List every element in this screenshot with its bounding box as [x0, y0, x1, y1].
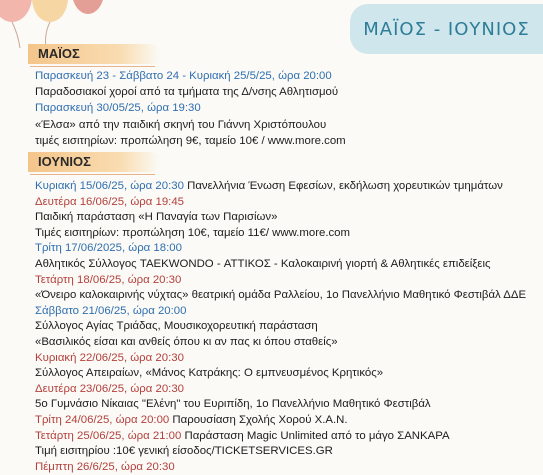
event-line — [35, 225, 350, 241]
event-description: «Όνειρο καλοκαιρινής νύχτας» θεατρική ομάδα Ραλλείου, 1ο Πανελλήνιο Μαθητικό Φεστιβάλ ΔΔΕ — [35, 289, 527, 302]
event-date: Πέμπτη 26/6/25, ώρα 20:30 — [35, 460, 175, 473]
event-description: Αθλητικός Σύλλογος TAEKWONDO - ΑΤΤΙΚΟΣ - Καλοκαιρινή γιορτή & Αθλητικές επιδείξεις — [35, 258, 491, 270]
event-description: Πανελλήνια Ένωση Εφεσίων, εκδήλωση χορευτικών τμημάτων — [183, 180, 503, 192]
section-header-june: ΙΟΥΝΙΟΣ — [28, 152, 160, 172]
divider — [30, 174, 155, 175]
event-line — [35, 443, 333, 459]
banner-title: ΜΑΪΟΣ - ΙΟΥΝΙΟΣ — [363, 18, 530, 40]
event-description: Σύλλογος Αγίας Τριάδας, Μουσικοχορευτική παράσταση — [35, 320, 318, 333]
event-line — [35, 100, 201, 116]
event-date: Παρασκευή 23 - Σάββατο 24 - Κυριακή 25/5/25, ώρα 20:00 — [35, 70, 332, 82]
event-description: Τιμές εισιτηρίων: προπώληση 10€, ταμείο 11€/ www.more.com — [35, 226, 351, 239]
event-line — [35, 412, 348, 428]
event-line — [35, 240, 182, 256]
event-date: Κυριακή 15/06/25, ώρα 20:30 — [35, 180, 184, 192]
event-line — [35, 428, 450, 444]
event-date: Δευτέρα 16/06/25, ώρα 19:45 — [35, 195, 185, 208]
event-description: «Έλσα» από την παιδική σκηνή του Γιάννη Χριστόπουλου — [35, 118, 327, 131]
event-date: Τετάρτη 18/06/25, ώρα 20:30 — [35, 273, 182, 286]
event-line — [35, 459, 175, 475]
event-line — [35, 68, 332, 84]
event-line — [35, 178, 503, 194]
event-date: Τρίτη 24/06/25, ώρα 20:00 — [35, 414, 170, 426]
event-description: τιμές εισιτηρίων: προπώληση 9€, ταμείο 10€ / www.more.com — [35, 134, 346, 147]
event-line — [35, 133, 346, 149]
event-line — [35, 272, 181, 288]
event-date: Κυριακή 22/06/25, ώρα 20:30 — [35, 351, 184, 364]
event-description: 5ο Γυμνάσιο Νίκαιας "Ελένη" του Ευριπίδη, 1ο Πανελλήνιο Μαθητικό Φεστιβάλ — [35, 398, 431, 411]
event-line — [35, 256, 491, 272]
event-date: Δευτέρα 23/06/25, ώρα 20:30 — [35, 382, 185, 395]
event-description: Παράσταση Magic Unlimited από το μάγο ΣΑΝΚΑΡΑ — [181, 429, 450, 442]
event-date: Σάββατο 21/06/25, ώρα 20:00 — [35, 304, 187, 317]
event-line — [35, 84, 338, 100]
event-line — [35, 365, 383, 381]
event-line — [35, 303, 186, 319]
event-date: Παρασκευή 30/05/25, ώρα 19:30 — [35, 102, 201, 115]
event-line — [35, 194, 184, 210]
event-description: Σύλλογος Απειραίων, «Μάνος Κατράκης: Ο εμπνευσμένος Κρητικός» — [35, 367, 384, 380]
header-banner — [350, 4, 543, 54]
divider — [30, 66, 155, 67]
section-header-may: ΜΑΪΟΣ — [28, 44, 160, 64]
event-date: Τετάρτη 25/06/25, ώρα 21:00 — [35, 429, 182, 442]
event-line — [35, 350, 184, 366]
event-description: Τιμή εισιτηρίου :10€ γενική είσοδος/TICKETSERVICES.GR — [35, 445, 333, 458]
event-description: «Βασιλικός είσαι και ανθείς όπου κι αν πας κι όπου σταθείς» — [35, 336, 338, 348]
event-line — [35, 396, 431, 412]
balloons-illustration — [0, 0, 130, 50]
event-date: Τρίτη 17/06/2025, ώρα 18:00 — [35, 242, 182, 255]
event-description: Παραδοσιακοί χοροί από τα τμήματα της Δ/νσης Αθλητισμού — [35, 86, 339, 99]
event-line — [35, 334, 338, 350]
event-description: Παρουσίαση Σχολής Χορού Χ.Α.Ν. — [169, 414, 348, 426]
event-line — [35, 318, 318, 334]
event-description: Παιδική παράσταση «Η Παναγία των Παρισίων» — [35, 211, 278, 224]
event-line — [35, 209, 277, 225]
event-line — [35, 287, 526, 303]
event-line — [35, 117, 326, 133]
event-line — [35, 381, 184, 397]
